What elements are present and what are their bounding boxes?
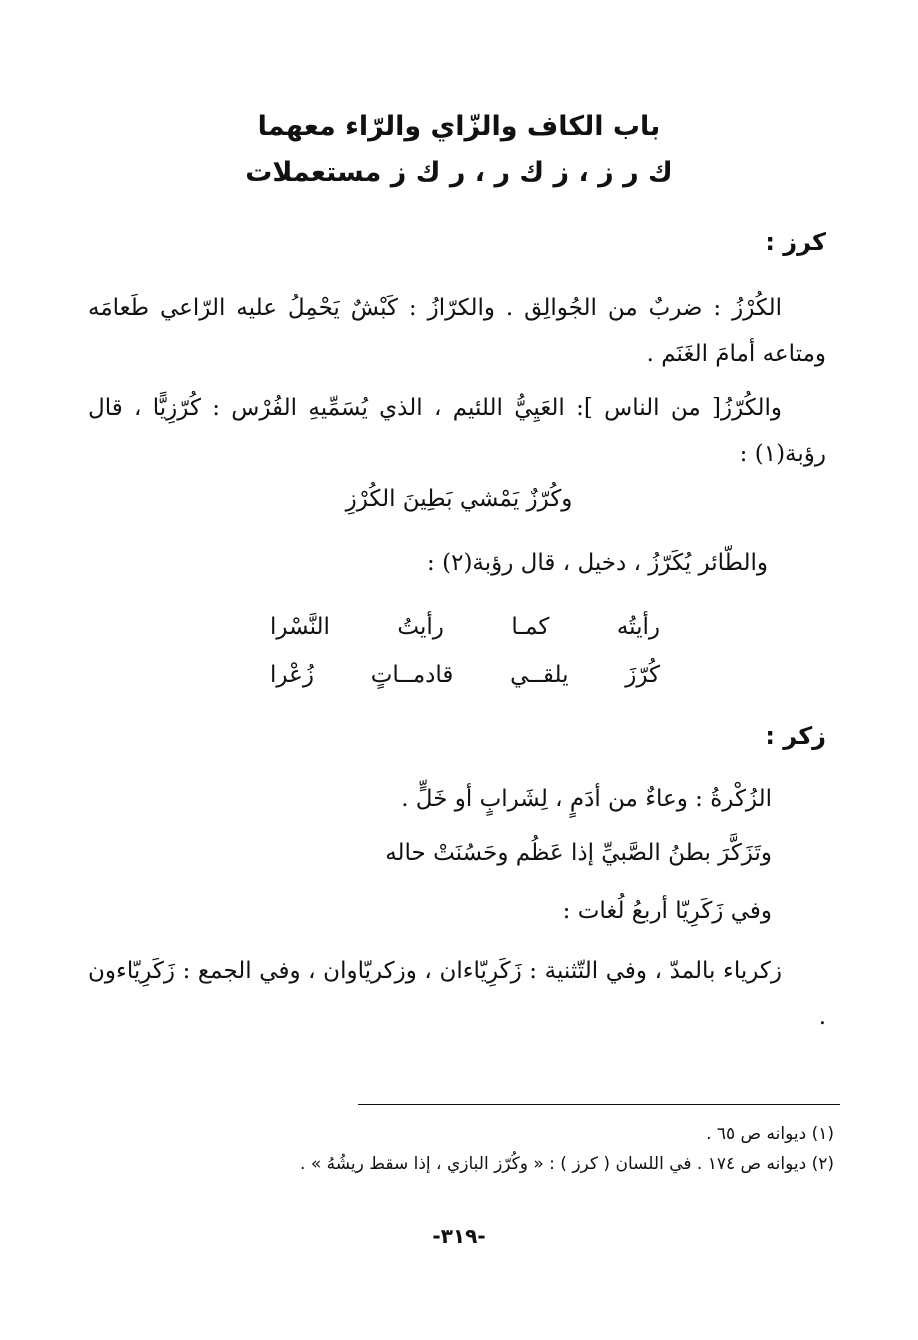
chapter-title — [110, 104, 808, 196]
poem-word: كمـا — [511, 614, 550, 640]
poem-row-2 — [270, 662, 660, 688]
chapter-title-line1: باب الكاف والزّاي والرّاء معهما — [257, 111, 661, 142]
paragraph-karz-3: والطّائر يُكَرّزُ ، دخيل ، قال رؤبة(٢) : — [427, 550, 768, 576]
paragraph-zakar-4: زكرياء بالمدّ ، وفي التّثنية : زَكَرِيّاءان ، وزكريّاوان ، وفي الجمع : زَكَرِيّاءون . — [88, 958, 826, 1030]
footnote-divider — [358, 1104, 840, 1105]
poem-word: رأيتُ — [397, 614, 444, 640]
poem-word: النَّسْرا — [270, 614, 330, 640]
poem-word: كُرّزَ — [625, 662, 660, 688]
page-number: -٣١٩- — [432, 1224, 486, 1248]
paragraph-karz-1: الكُرْزُ : ضربٌ من الجُوالِق . والكرّازُ : كَبْشٌ يَحْمِلُ عليه الرّاعي طَعامَه ومتاعه أمامَ الغَنَم . — [88, 295, 826, 367]
paragraph-karz-2: والكُرّزُ[ من الناس ]: العَيِيُّ اللئيم ، الذي يُسَمِّيهِ الفُرْس : كُرّزِيًّا ، قال رؤبة(١) : — [88, 395, 826, 467]
poem-word: رأيتُه — [616, 614, 660, 640]
section-heading-karz: كرز : — [765, 228, 826, 256]
paragraph-zakar-3: وفي زَكَرِيّا أربعُ لُغات : — [562, 898, 772, 924]
footnote-2: (٢) ديوانه ص ١٧٤ . في اللسان ( كرز ) : « وكُرّز البازي ، إذا سقط ريشُهُ » . — [300, 1154, 834, 1174]
poem-row-1 — [270, 614, 660, 640]
section-heading-zakar: زكر : — [765, 722, 826, 750]
poem-word: قادمــاتٍ — [370, 662, 454, 688]
poem-word: يلقــي — [510, 662, 569, 688]
poem-word: زُعْرا — [270, 662, 314, 688]
footnote-1: (١) ديوانه ص ٦٥ . — [706, 1124, 834, 1144]
verse-line: وكُرّزٌ يَمْشي بَطِينَ الكُرْزِ — [345, 486, 573, 512]
chapter-title-line2: ك ر ز ، ز ك ر ، ر ك ز مستعملات — [245, 157, 673, 188]
paragraph-zakar-1: الزُكْرةُ : وعاءٌ من أدَمٍ ، لِشَرابٍ أو خَلٍّ . — [401, 786, 772, 812]
paragraph-zakar-2: وتَزَكَّرَ بطنُ الصَّبيِّ إذا عَظُم وحَسُنَتْ حاله — [385, 840, 772, 866]
